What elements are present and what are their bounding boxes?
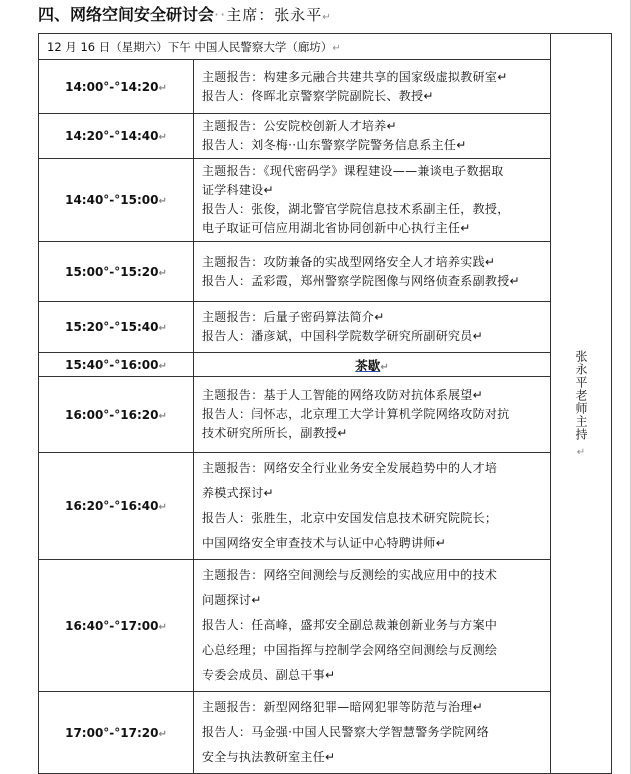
content-cell xyxy=(194,60,551,114)
content-cell xyxy=(194,302,551,353)
table-row xyxy=(39,692,612,774)
content-cell xyxy=(194,560,551,692)
paragraph-mark: ↵ xyxy=(332,42,341,54)
talk-line: 主题报告：后量子密码算法简介↵ xyxy=(202,310,385,324)
table-row xyxy=(39,453,612,560)
paragraph-mark: ↵ xyxy=(576,446,586,458)
paragraph-mark: ↵ xyxy=(380,361,389,373)
paragraph-mark: ↵ xyxy=(158,323,167,334)
talk-line: 问题探讨↵ xyxy=(202,593,262,607)
paragraph-mark: ↵ xyxy=(158,196,167,207)
content-cell xyxy=(194,453,551,560)
talk-line: 主题报告：公安院校创新人才培养↵ xyxy=(202,119,397,133)
tea-break-label: 茶歇 xyxy=(355,357,381,373)
talk-line: 主题报告：攻防兼备的实战型网络安全人才培养实践↵ xyxy=(202,254,496,269)
table-row xyxy=(39,353,612,377)
talk-line: 报告人：闫怀志，北京理工大学计算机学院网络攻防对抗 xyxy=(202,407,510,421)
paragraph-mark: ↵ xyxy=(158,410,167,422)
section-chair: 主席：张永平 xyxy=(226,6,323,24)
table-row xyxy=(39,560,612,692)
time-cell xyxy=(39,353,194,377)
paragraph-mark: ↵ xyxy=(158,82,167,94)
talk-line: 电子取证可信应用湖北省协同创新中心执行主任↵ xyxy=(202,221,471,235)
talk-line: 报告人：佟晖北京警察学院副院长、教授↵ xyxy=(202,88,434,103)
time-cell xyxy=(39,560,194,692)
time-range: 14:40°-°15:00 xyxy=(65,193,159,207)
talk-line: 安全与执法教研室主任↵ xyxy=(202,750,336,764)
content-cell xyxy=(194,114,551,159)
time-cell xyxy=(39,377,194,453)
time-range: 16:40°-°17:00 xyxy=(65,618,159,633)
break-cell xyxy=(194,353,551,377)
date-row xyxy=(39,34,612,60)
schedule-table xyxy=(38,33,612,774)
talk-line: 报告人：孟彩霞，郑州警察学院图像与网络侦查系副教授↵ xyxy=(202,273,520,288)
talk-line: 主题报告：基于人工智能的网络攻防对抗体系展望↵ xyxy=(202,388,483,402)
content-cell xyxy=(194,692,551,774)
table-row xyxy=(39,242,612,302)
table-row xyxy=(39,114,612,159)
time-range: 17:00°-°17:20 xyxy=(65,725,159,740)
talk-line: 报告人：马金强·中国人民警察大学智慧警务学院网络 xyxy=(202,725,490,739)
paragraph-mark: ↵ xyxy=(158,360,167,372)
time-cell xyxy=(39,60,194,114)
content-cell xyxy=(194,159,551,242)
talk-line: 主题报告：构建多元融合共建共享的国家级虚拟教研室↵ xyxy=(202,69,508,84)
paragraph-mark: ↵ xyxy=(322,12,331,23)
talk-line: 主题报告：网络安全行业业务安全发展趋势中的人才培 xyxy=(202,461,498,475)
time-cell xyxy=(39,242,194,302)
time-cell xyxy=(39,114,194,159)
time-range: 15:40°-°16:00 xyxy=(65,357,159,372)
talk-line: 心总经理；中国指挥与控制学会网络空间测绘与反测绘 xyxy=(202,643,498,657)
heading-separator: ·· xyxy=(214,5,227,24)
table-row xyxy=(39,302,612,353)
paragraph-mark: ↵ xyxy=(158,621,167,633)
talk-line: 主题报告：网络空间测绘与反测绘的实战应用中的技术 xyxy=(202,568,498,582)
paragraph-mark: ↵ xyxy=(158,132,167,143)
paragraph-mark: ↵ xyxy=(158,728,167,740)
section-heading xyxy=(38,2,331,28)
talk-line: 报告人：潘彦斌，中国科学院数学研究所副研究员↵ xyxy=(202,329,483,343)
table-row xyxy=(39,60,612,114)
session-date: 12 月 16 日（星期六）下午 中国人民警察大学（廊坊） xyxy=(47,39,333,54)
paragraph-mark: ↵ xyxy=(158,267,167,279)
time-range: 16:00°-°16:20 xyxy=(65,407,159,422)
time-cell xyxy=(39,692,194,774)
date-cell xyxy=(39,34,551,60)
time-range: 14:00°-°14:20 xyxy=(65,79,159,94)
content-cell xyxy=(194,242,551,302)
talk-line: 报告人：任高峰，盛邦安全副总裁兼创新业务与方案中 xyxy=(202,618,498,632)
time-cell xyxy=(39,453,194,560)
talk-line: 证学科建设↵ xyxy=(202,183,274,197)
time-cell xyxy=(39,302,194,353)
time-range: 14:20°-°14:40 xyxy=(65,129,159,143)
time-range: 16:20°-°16:40 xyxy=(65,499,159,513)
content-cell xyxy=(194,377,551,453)
talk-line: 中国网络安全审查技术与认证中心特聘讲师↵ xyxy=(202,536,447,550)
table-row xyxy=(39,159,612,242)
talk-line: 报告人：张俊，湖北警官学院信息技术系副主任，教授， xyxy=(202,202,510,216)
talk-line: 主题报告：《现代密码学》课程建设——兼谈电子数据取 xyxy=(202,164,504,178)
paragraph-mark: ↵ xyxy=(158,502,167,513)
talk-line: 报告人：刘冬梅··山东警察学院警务信息系主任↵ xyxy=(202,138,467,152)
chair-cell xyxy=(551,34,612,774)
time-range: 15:20°-°15:40 xyxy=(65,320,159,334)
talk-line: 主题报告：新型网络犯罪—暗网犯罪等防范与治理↵ xyxy=(202,700,483,714)
talk-line: 技术研究所所长，副教授↵ xyxy=(202,426,348,440)
talk-line: 养模式探讨↵ xyxy=(202,486,274,500)
time-cell xyxy=(39,159,194,242)
talk-line: 专委会成员、副总干事↵ xyxy=(202,668,336,682)
talk-line: 报告人：张胜生，北京中安国发信息技术研究院院长； xyxy=(202,511,498,525)
time-range: 15:00°-°15:20 xyxy=(65,264,159,279)
section-title: 四、网络空间安全研讨会 xyxy=(38,5,215,24)
table-row xyxy=(39,377,612,453)
session-chair-vertical: 张永平老师主持 xyxy=(574,349,588,441)
